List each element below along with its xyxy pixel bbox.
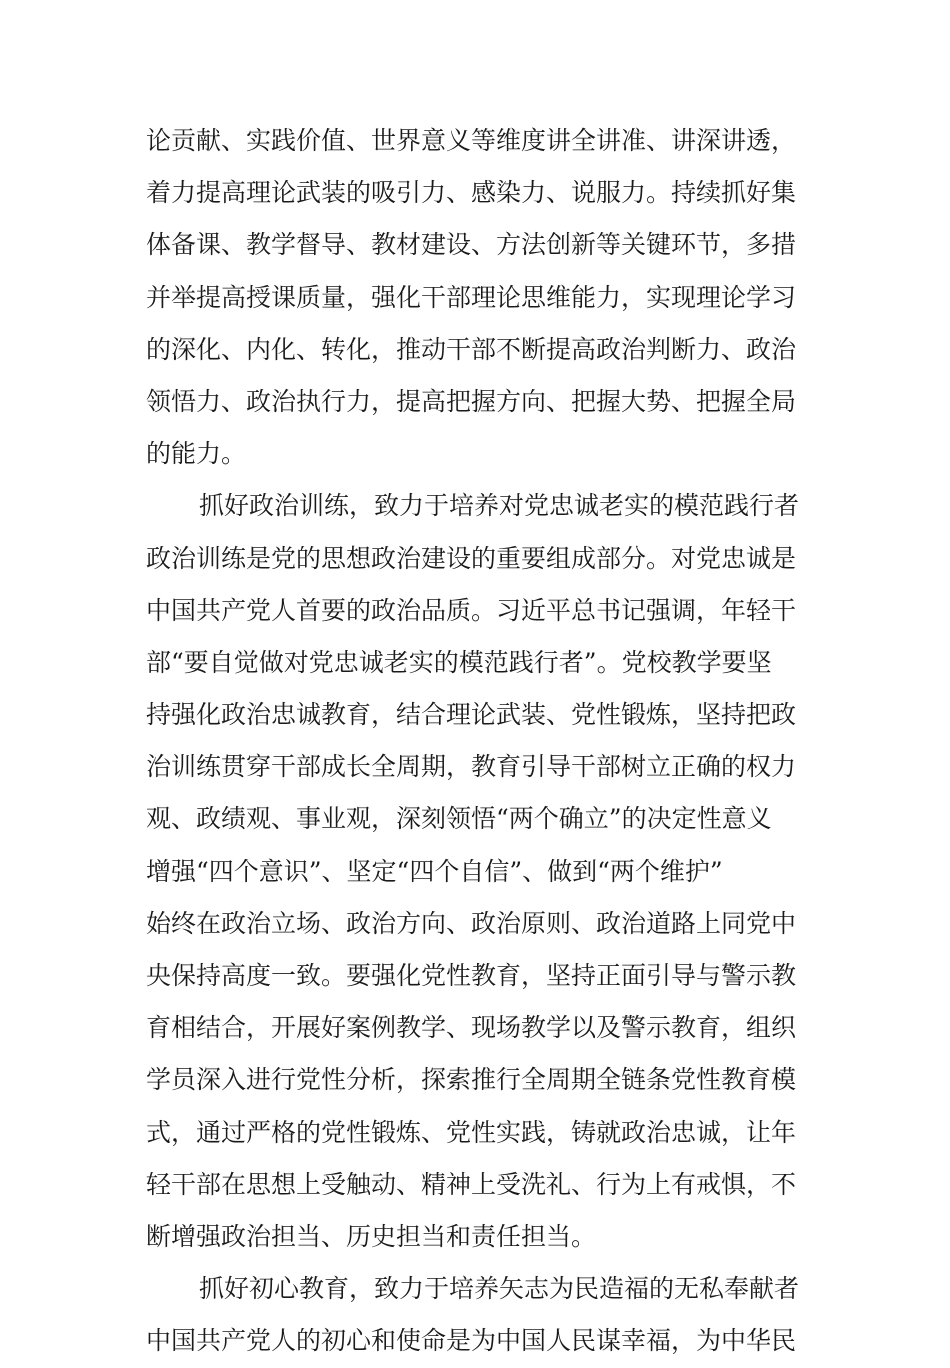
text-line: 部“要自觉做对党忠诚老实的模范践行者”。党校教学要坚 — [146, 647, 772, 677]
text-line: 持强化政治忠诚教育，结合理论武装、党性锻炼，坚持把政 — [146, 700, 797, 730]
text-line: 政治训练是党的思想政治建设的重要组成部分。对党忠诚是 — [146, 543, 797, 573]
text-line: 着力提高理论武装的吸引力、感染力、说服力。持续抓好集 — [146, 178, 797, 208]
text-line: 的能力。 — [146, 439, 247, 469]
text-line: 领悟力、政治执行力，提高把握方向、把握大势、把握全局 — [146, 386, 797, 416]
text-line: 式，通过严格的党性锻炼、党性实践，铸就政治忠诚，让年 — [146, 1117, 797, 1147]
text-line: 体备课、教学督导、教材建设、方法创新等关键环节，多措 — [146, 230, 797, 260]
text-line: 治训练贯穿干部成长全周期，教育引导干部树立正确的权力 — [146, 752, 797, 782]
text-line: 增强“四个意识”、坚定“四个自信”、做到“两个维护” — [146, 856, 723, 886]
text-line: 轻干部在思想上受触动、精神上受洗礼、行为上有戒惧，不 — [146, 1169, 797, 1199]
text-line: 中国共产党人首要的政治品质。习近平总书记强调，年轻干 — [146, 595, 797, 625]
text-line: 学员深入进行党性分析，探索推行全周期全链条党性教育模 — [146, 1065, 797, 1095]
text-line: 中国共产党人的初心和使命是为中国人民谋幸福，为中华民 — [146, 1326, 797, 1356]
document-body — [146, 115, 816, 1368]
text-line: 观、政绩观、事业观，深刻领悟“两个确立”的决定性意义 — [146, 804, 772, 834]
text-line: 的深化、内化、转化，推动干部不断提高政治判断力、政治 — [146, 334, 797, 364]
text-line: 并举提高授课质量，强化干部理论思维能力，实现理论学习 — [146, 282, 797, 312]
text-line: 央保持高度一致。要强化党性教育，坚持正面引导与警示教 — [146, 961, 797, 990]
text-line: 断增强政治担当、历史担当和责任担当。 — [146, 1221, 597, 1251]
text-line: 论贡献、实践价值、世界意义等维度讲全讲准、讲深讲透， — [146, 126, 797, 155]
text-line: 始终在政治立场、政治方向、政治原则、政治道路上同党中 — [146, 908, 797, 938]
text-line: 育相结合，开展好案例教学、现场教学以及警示教育，组织 — [146, 1013, 797, 1043]
section-heading-political-training: 抓好政治训练，致力于培养对党忠诚老实的模范践行者 — [199, 491, 800, 521]
section-heading-original-aspiration: 抓好初心教育，致力于培养矢志为民造福的无私奉献者 — [199, 1274, 800, 1304]
